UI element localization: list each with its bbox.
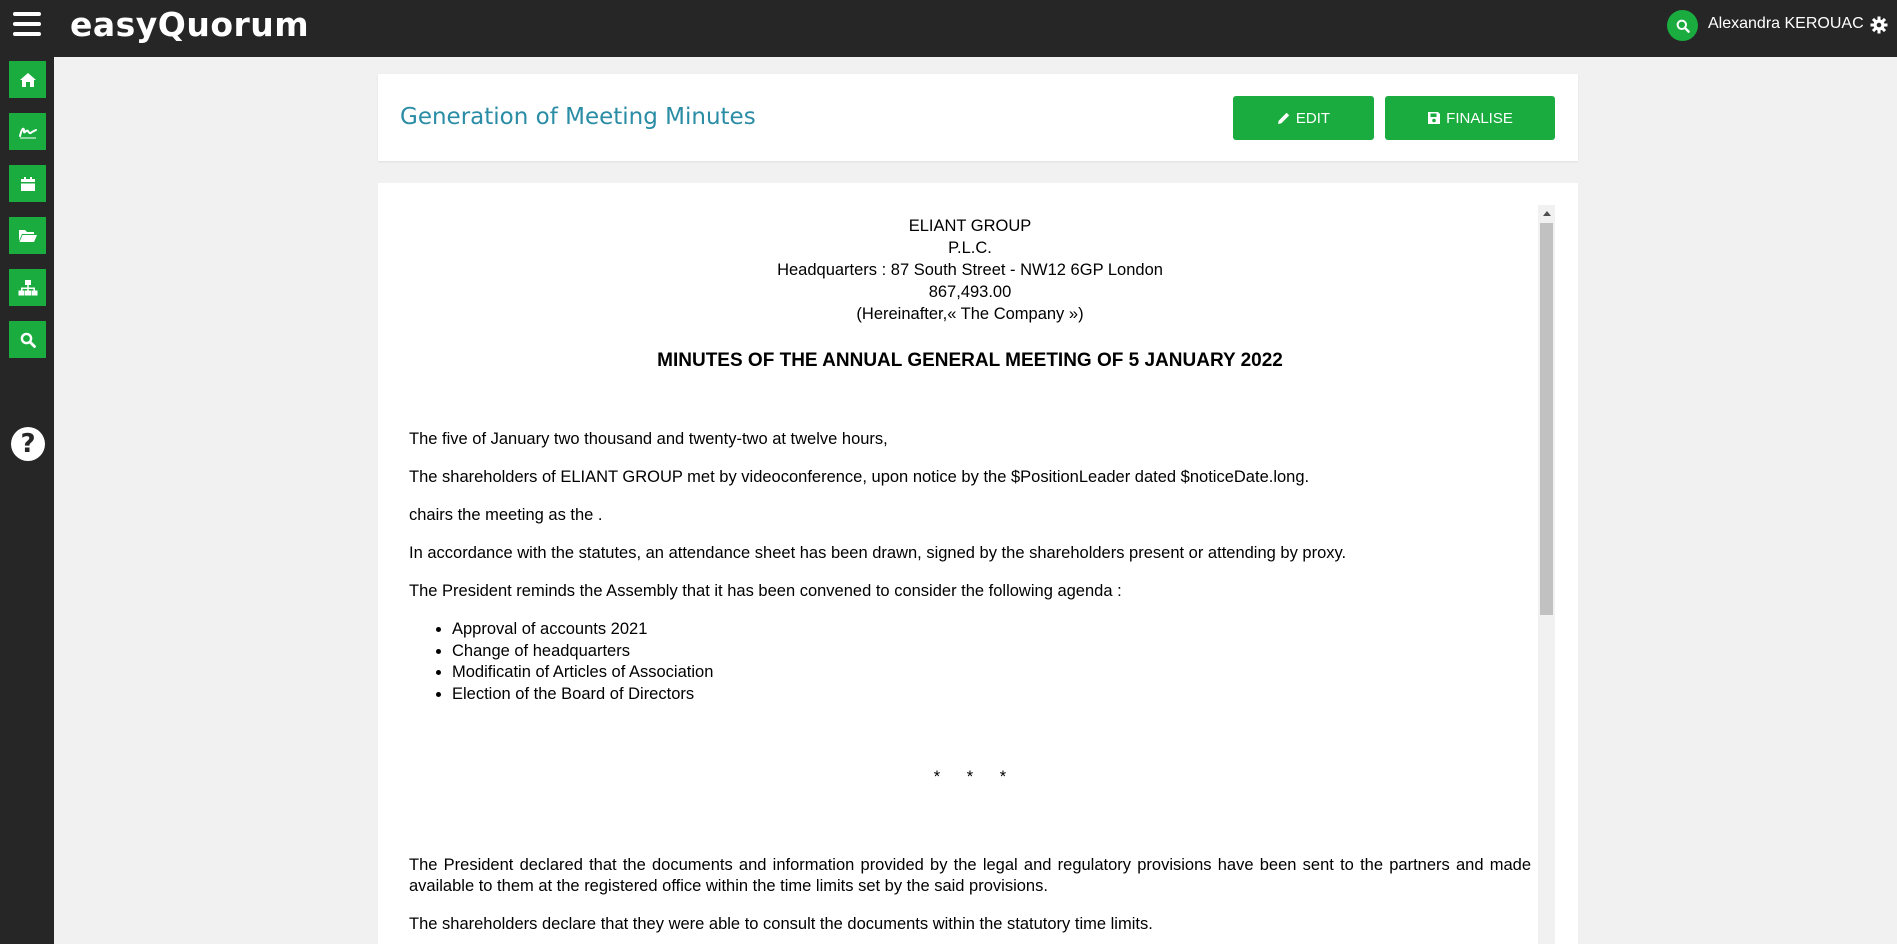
sidebar-item-search[interactable] xyxy=(9,321,46,358)
sidebar-item-organization[interactable] xyxy=(9,269,46,306)
folder-open-icon xyxy=(18,228,38,243)
document-scrollbar[interactable] xyxy=(1538,205,1555,944)
company-type: P.L.C. xyxy=(948,239,992,257)
paragraph: The shareholders of ELIANT GROUP met by videoconference, upon notice by the $PositionLeader dated $noticeDate.long. xyxy=(409,468,1310,486)
paragraph: The shareholders declare that they were able to consult the documents within the statutory time limits. xyxy=(409,915,1153,933)
sidebar-item-calendar[interactable] xyxy=(9,165,46,202)
edit-button[interactable] xyxy=(1233,96,1374,140)
sidebar-item-documents[interactable] xyxy=(9,217,46,254)
calendar-icon xyxy=(20,176,36,192)
search-icon xyxy=(1676,19,1690,33)
paragraph: The President reminds the Assembly that it has been convened to consider the following agenda : xyxy=(409,582,1122,600)
paragraph: In accordance with the statutes, an attendance sheet has been drawn, signed by the shareholders present or attending by proxy. xyxy=(409,544,1347,562)
finalise-button[interactable] xyxy=(1385,96,1555,140)
paragraph: The President declared that the documents and information provided by the legal and regulatory provisions have been sent to the partners and made available to them at the registered office within the time limits set by the said provisions. xyxy=(409,856,1531,895)
company-name: ELIANT GROUP xyxy=(908,217,1032,235)
menu-icon[interactable] xyxy=(13,12,41,36)
agenda-item: • Approval of accounts 2021 xyxy=(452,619,1531,641)
sitemap-icon xyxy=(18,280,38,296)
separator: * * * xyxy=(933,768,1007,786)
page-title: Generation of Meeting Minutes xyxy=(400,104,756,130)
minutes-document[interactable] xyxy=(409,183,1531,944)
top-bar xyxy=(0,0,1897,57)
document-viewer xyxy=(378,183,1578,944)
user-search-button[interactable] xyxy=(1667,10,1698,41)
finalise-button-label: FINALISE xyxy=(1446,109,1513,127)
app-logo: easyQuorum xyxy=(70,5,310,44)
sidebar-item-home[interactable] xyxy=(9,61,46,98)
user-name[interactable]: Alexandra KEROUAC xyxy=(1708,15,1864,32)
sidebar-item-signature[interactable] xyxy=(9,113,46,150)
gear-icon[interactable] xyxy=(1870,16,1888,34)
paragraph: The five of January two thousand and twenty-two at twelve hours, xyxy=(409,430,888,448)
agenda-list xyxy=(409,619,1531,705)
document-title: MINUTES OF THE ANNUAL GENERAL MEETING OF 5 JANUARY 2022 xyxy=(657,350,1283,371)
scroll-up-arrow-icon[interactable] xyxy=(1538,205,1555,222)
pencil-icon xyxy=(1277,111,1291,125)
company-hereinafter: (Hereinafter,« The Company ») xyxy=(856,305,1084,323)
agenda-item: • Change of headquarters xyxy=(452,641,1531,663)
search-icon xyxy=(20,332,36,348)
agenda-item: • Modificatin of Articles of Association xyxy=(452,662,1531,684)
agenda-item: • Election of the Board of Directors xyxy=(452,684,1531,706)
save-icon xyxy=(1427,111,1441,125)
scrollbar-thumb[interactable] xyxy=(1540,223,1553,615)
company-headquarters: Headquarters : 87 South Street - NW12 6GP London xyxy=(777,261,1163,279)
home-icon xyxy=(19,72,37,88)
help-icon[interactable]: ? xyxy=(11,427,45,461)
signature-icon xyxy=(18,125,38,139)
page-header xyxy=(378,74,1578,161)
paragraph: chairs the meeting as the . xyxy=(409,506,603,524)
company-capital: 867,493.00 xyxy=(928,283,1012,301)
edit-button-label: EDIT xyxy=(1295,109,1331,127)
sidebar xyxy=(0,57,54,944)
